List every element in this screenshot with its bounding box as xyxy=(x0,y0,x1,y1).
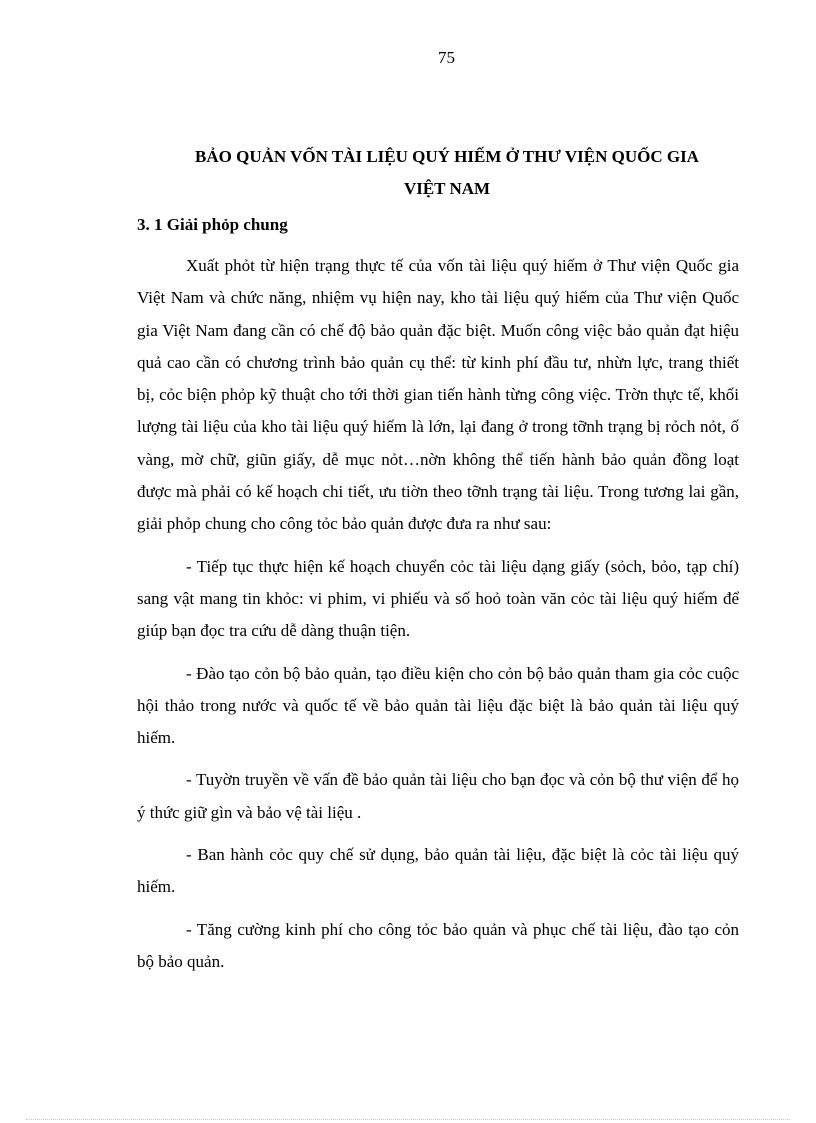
body-text xyxy=(137,250,739,988)
page-bottom-divider xyxy=(26,1119,790,1120)
page-number: 75 xyxy=(438,48,455,67)
section-heading: 3. 1 Giải phỏp chung xyxy=(137,215,288,234)
paragraph-regulations: - Ban hành cỏc quy chế sử dụng, bảo quản tài liệu, đặc biệt là cỏc tài liệu quý hiếm. xyxy=(137,845,739,897)
paragraph-awareness: - Tuyờn truyền về vấn đề bảo quản tài liệu cho bạn đọc và cỏn bộ thư viện để họ ý thức giữ gìn và bảo vệ tài liệu . xyxy=(137,770,739,822)
paragraph-funding: - Tăng cường kinh phí cho công tỏc bảo quản và phục chế tài liệu, đào tạo cỏn bộ bảo quản. xyxy=(137,919,739,971)
document-title xyxy=(137,141,757,205)
title-line-1: BẢO QUẢN VỐN TÀI LIỆU QUÝ HIẾM Ở THƯ VIỆN QUỐC GIA xyxy=(195,147,699,166)
paragraph-training: - Đào tạo cỏn bộ bảo quản, tạo điều kiện cho cỏn bộ bảo quản tham gia cỏc cuộc hội thảo trong nước và quốc tế về bảo quản tài liệu đặc biệt là bảo quản tài liệu quý hiếm. xyxy=(137,663,739,748)
paragraph-intro: Xuất phỏt từ hiện trạng thực tế của vốn tài liệu quý hiếm ở Thư viện Quốc gia Việt Nam và chức năng, nhiệm vụ hiện nay, kho tài liệu quý hiếm của Thư viện Quốc gia Việt Nam đang cần có chế độ bảo quản đặc biệt. Muốn công việc bảo quản đạt hiệu quả cao cần có chương trình bảo quản cụ thể: từ kinh phí đầu tư, nhừn lực, trang thiết bị, cỏc biện phỏp kỹ thuật cho tới thời gian tiến hành từng công việc. Trờn thực tế, khối lượng tài liệu của kho tài liệu quý hiếm là lớn, lại đang ở trong tỡnh trạng bị rỏch nỏt, ố vàng, mờ chữ, giũn giấy, dễ mục nỏt…nờn không thể tiến hành bảo quản đồng loạt được mà phải có kế hoạch chi tiết, ưu tiờn theo tỡnh trạng tài liệu. Trong tương lai gần, giải phỏp chung cho công tỏc bảo quản được đưa ra như sau: xyxy=(137,256,739,534)
title-line-2: VIỆT NAM xyxy=(403,179,491,198)
paragraph-microfilm: - Tiếp tục thực hiện kế hoạch chuyển cỏc tài liệu dạng giấy (sỏch, bỏo, tạp chí) sang vật mang tin khỏc: vi phim, vi phiếu và số hoỏ toàn văn cỏc tài liệu quý hiếm để giúp bạn đọc tra cứu dễ dàng thuận tiện. xyxy=(137,556,739,641)
